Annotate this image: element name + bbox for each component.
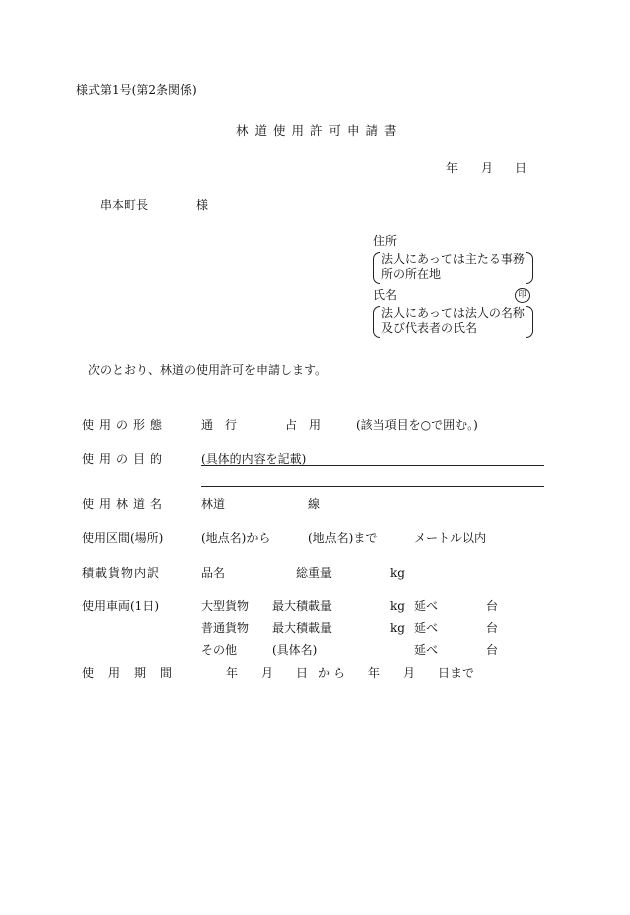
address-note-line1: 法人にあっては主たる事務 <box>381 252 525 266</box>
usage-type-label: 使用の形態 <box>82 418 168 432</box>
purpose-underline-1 <box>201 465 544 466</box>
right-bracket <box>526 252 533 284</box>
section-within: メートル以内 <box>414 531 487 545</box>
vehicle-normal-max: 最大積載量 <box>272 621 333 635</box>
period-month-end: 月 <box>403 666 416 680</box>
date-month: 月 <box>481 161 494 175</box>
form-title: 林道使用許可申請書 <box>236 123 403 138</box>
vehicle-other-detail: (具体名) <box>272 643 318 657</box>
section-to: (地点名)まで <box>308 531 378 545</box>
period-year-start: 年 <box>226 666 239 680</box>
vehicle-other-type: その他 <box>201 643 238 657</box>
purpose-value: (具体的内容を記載) <box>201 452 307 466</box>
date-day: 日 <box>515 161 528 175</box>
address-note-line2: 所の所在地 <box>381 267 442 281</box>
vehicle-normal-type: 普通貨物 <box>201 621 250 635</box>
name-label: 氏名 <box>373 288 398 302</box>
purpose-label: 使用の目的 <box>82 452 168 466</box>
left-bracket <box>373 306 380 338</box>
vehicle-large-type: 大型貨物 <box>201 599 250 613</box>
form-number: 様式第1号(第2条関係) <box>76 83 197 97</box>
period-from: から <box>318 666 349 680</box>
usage-type-note: (該当項目を○で囲む。) <box>356 418 478 432</box>
period-day-start: 日 <box>296 666 309 680</box>
right-bracket <box>526 306 533 338</box>
vehicle-other-unit: 台 <box>486 643 499 657</box>
intro-text: 次のとおり、林道の使用許可を申請します。 <box>88 363 328 377</box>
vehicle-normal-unit: 台 <box>486 621 499 635</box>
road-name-label: 使用林道名 <box>82 497 168 511</box>
road-name-prefix: 林道 <box>201 497 226 511</box>
period-label: 使用期間 <box>82 666 187 680</box>
date-year: 年 <box>446 161 459 175</box>
vehicle-large-kg: kg <box>390 599 405 613</box>
purpose-underline-2 <box>201 486 544 487</box>
cargo-item: 品名 <box>201 566 226 580</box>
cargo-unit: kg <box>390 566 405 580</box>
period-month-start: 月 <box>261 666 274 680</box>
vehicle-normal-kg: kg <box>390 621 405 635</box>
road-name-suffix: 線 <box>308 497 321 511</box>
addressee-honorific: 様 <box>196 198 209 212</box>
period-day-end: 日まで <box>438 666 475 680</box>
vehicle-large-unit: 台 <box>486 599 499 613</box>
section-from: (地点名)から <box>201 531 271 545</box>
name-note-line2: 及び代表者の氏名 <box>381 321 478 335</box>
left-bracket <box>373 252 380 284</box>
address-label: 住所 <box>373 234 398 248</box>
vehicle-large-max: 最大積載量 <box>272 599 333 613</box>
cargo-weight: 総重量 <box>296 566 333 580</box>
vehicle-large-total: 延べ <box>414 599 439 613</box>
name-note-line1: 法人にあっては法人の名称 <box>381 306 525 320</box>
cargo-label: 積載貨物内訳 <box>82 566 161 580</box>
vehicle-other-total: 延べ <box>414 643 439 657</box>
vehicle-normal-total: 延べ <box>414 621 439 635</box>
section-label: 使用区間(場所) <box>82 531 164 545</box>
usage-type-option-pass: 通 行 <box>201 418 238 432</box>
period-year-end: 年 <box>368 666 381 680</box>
addressee-name: 串本町長 <box>100 198 149 212</box>
vehicles-label: 使用車両(1日) <box>82 599 159 613</box>
usage-type-option-occupy: 占 用 <box>285 418 322 432</box>
seal-mark: 印 <box>515 288 530 303</box>
